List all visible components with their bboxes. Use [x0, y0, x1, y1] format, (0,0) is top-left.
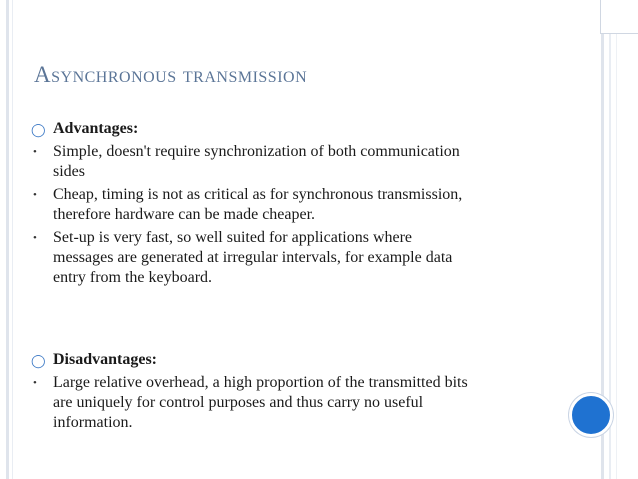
disadvantage-item-text: Large relative overhead, a high proportion of the transmitted bits are uniquely for control purposes and thus carry no useful information.	[53, 374, 468, 431]
advantage-item-text: Cheap, timing is not as critical as for synchronous transmission, therefore hardware can be made cheaper.	[53, 186, 463, 223]
accent-circle-icon	[569, 393, 613, 437]
frame-line-left-inner	[12, 0, 13, 479]
disadvantages-section	[30, 350, 470, 433]
list-item	[30, 185, 470, 225]
advantages-section	[30, 119, 470, 288]
list-item	[30, 228, 470, 288]
disadvantages-heading: Disadvantages:	[53, 351, 158, 368]
disadvantages-heading-row	[30, 350, 470, 370]
frame-line-left	[6, 0, 9, 479]
dot-bullet-icon: •	[33, 189, 37, 201]
list-item	[30, 142, 470, 182]
dot-bullet-icon: •	[33, 232, 37, 244]
slide-title: Asynchronous transmission	[34, 62, 308, 87]
advantages-heading: Advantages:	[53, 120, 139, 137]
dot-bullet-icon: •	[33, 377, 37, 389]
list-item	[30, 373, 470, 433]
frame-line-right-outer	[616, 0, 617, 479]
advantages-heading-row	[30, 119, 470, 139]
advantage-item-text: Set-up is very fast, so well suited for applications where messages are generated at irregular intervals, for example data entry from the keyboard.	[53, 229, 453, 286]
dot-bullet-icon: •	[33, 146, 37, 158]
advantage-item-text: Simple, doesn't require synchronization of both communication sides	[53, 143, 460, 180]
circle-bullet-icon: ◯	[31, 122, 46, 137]
circle-bullet-icon: ◯	[31, 353, 46, 368]
corner-box	[600, 0, 638, 34]
